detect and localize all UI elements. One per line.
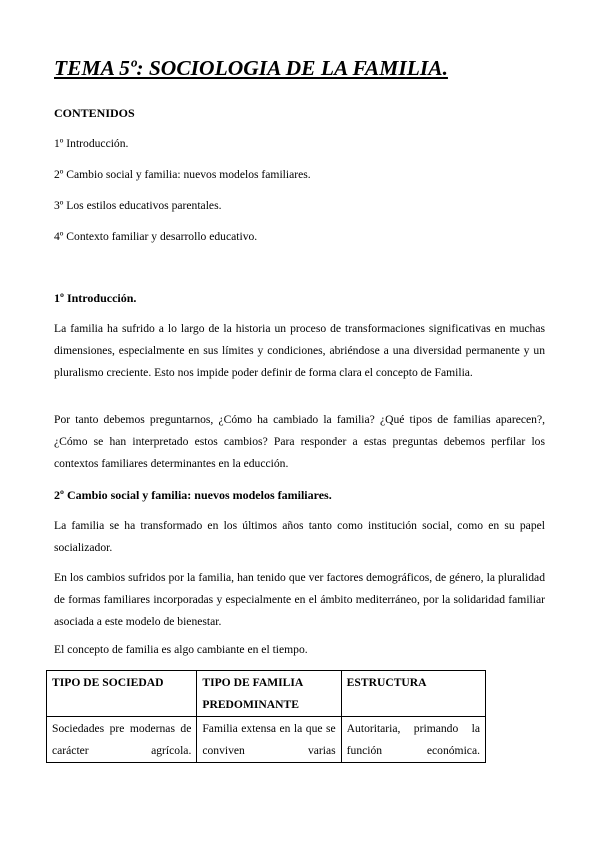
contents-heading: CONTENIDOS [54, 106, 135, 120]
table-cell [341, 717, 485, 763]
table-header-society: TIPO DE SOCIEDAD [47, 671, 197, 717]
section1-paragraph-2: Por tanto debemos preguntarnos, ¿Cómo ha cambiado la familia? ¿Qué tipos de familias aparecen?, ¿Cómo se han interpretado estos cambios? Para responder a estas preguntas debemos perfilar los contextos familiares determinantes en la educción. [54, 413, 545, 470]
contents-item-3: 3º Los estilos educativos parentales. [54, 199, 222, 212]
contents-item-1: 1º Introducción. [54, 137, 129, 150]
cell-text: Familia extensa en la que se conviven varias [202, 722, 336, 757]
contents-item-4: 4º Contexto familiar y desarrollo educativo. [54, 230, 258, 243]
section1-heading: 1º Introducción. [54, 291, 137, 305]
section2-paragraph-1: La familia se ha transformado en los últimos años tanto como institución social, como en su papel socializador. [54, 519, 545, 554]
document-title: TEMA 5º: SOCIOLOGIA DE LA FAMILIA. [54, 56, 448, 80]
table-row [47, 717, 486, 763]
table-header-family-type: TIPO DE FAMILIA PREDOMINANTE [197, 671, 341, 717]
contents-item-2: 2º Cambio social y familia: nuevos modelos familiares. [54, 168, 311, 181]
section2-paragraph-2: En los cambios sufridos por la familia, han tenido que ver factores demográficos, de género, la pluralidad de formas familiares incorporadas y especialmente en el ámbito mediterráneo, por la solidaridad familiar asociada a este modelo de bienestar. [54, 571, 545, 628]
cell-text: Sociedades pre modernas de carácter agrícola. [52, 722, 192, 757]
table-cell [47, 717, 197, 763]
table-header-structure: ESTRUCTURA [341, 671, 485, 717]
table-header-row [47, 671, 486, 717]
cell-text: Autoritaria, primando la función económica. [346, 722, 480, 757]
section2-paragraph-3: El concepto de familia es algo cambiante en el tiempo. [54, 643, 308, 656]
section2-heading: 2º Cambio social y familia: nuevos modelos familiares. [54, 488, 332, 502]
section1-paragraph-1: La familia ha sufrido a lo largo de la historia un proceso de transformaciones significativas en muchas dimensiones, especialmente en sus límites y condiciones, abriéndose a una diversidad permanente y un pluralismo creciente. Esto nos impide poder definir de forma clara el concepto de Familia. [54, 322, 545, 379]
table-cell [197, 717, 341, 763]
family-types-table [46, 670, 486, 763]
